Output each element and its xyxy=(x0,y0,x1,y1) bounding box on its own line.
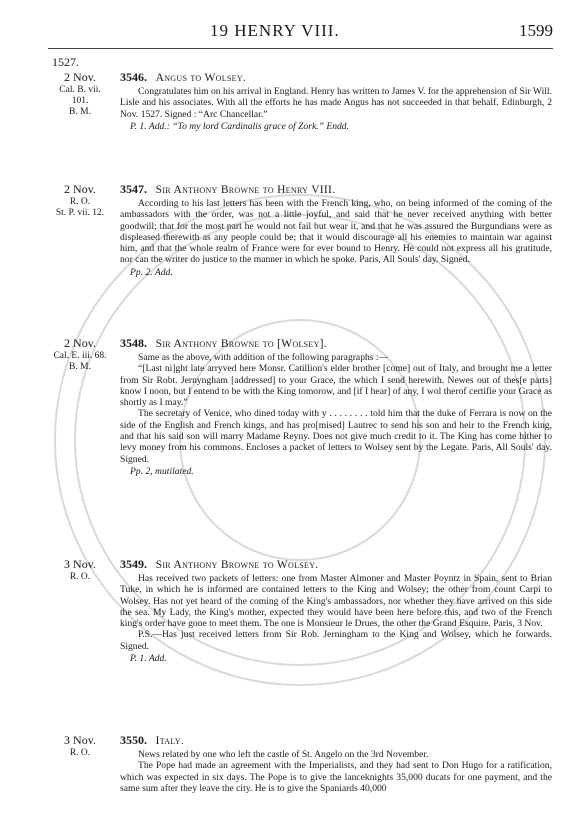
entry-ref: R. O. xyxy=(69,572,91,582)
entry-ref: 101. xyxy=(71,96,89,106)
entry-margin xyxy=(48,182,112,219)
entry-date: 3 Nov. xyxy=(64,557,96,571)
entry-margin xyxy=(48,70,112,118)
entry-body xyxy=(120,336,552,477)
entry-number: 3549. xyxy=(120,557,147,571)
entry-heading xyxy=(120,336,552,351)
entry-title: Italy. xyxy=(155,735,185,747)
entry-margin xyxy=(48,336,112,373)
entry-paragraph: The Pope had made an agreement with the Imperialists, and they had sent to Don Hugo for a ratification, which was expected in six days. The Pope is to give the lanceknights 35,000 ducats for one payment, and the same sum after they leave the city. He is to give the Spaniards 40,000 xyxy=(120,760,552,794)
entry-heading xyxy=(120,182,552,197)
page-number: 1599 xyxy=(519,21,553,40)
entry-title: Sir Anthony Browne to Henry VIII. xyxy=(155,184,336,196)
entry-paragraph: Has received two packets of letters: one from Master Almoner and Master Poyntz in Spain, sent to Brian Tuke, in which he is informed are contained letters to the King and Wolsey; the other from count Carpi to Wolsey. Has not yet heard of the coming of the King's ambassadors, nor whether they have arrived on this side the sea. My Lady, the King's mother, expected they would have been here before this, and two of the French king's order have gone to meet them. The one is Monsieur le Drues, the other the Grand Esquire. Paris, 3 Nov. xyxy=(120,573,552,630)
entry-meta: Pp. 2, mutilated. xyxy=(130,465,194,477)
entry-number: 3548. xyxy=(120,336,147,350)
entry-heading xyxy=(120,557,552,572)
entry-body xyxy=(120,70,552,132)
running-title: 19 HENRY VIII. xyxy=(210,21,340,40)
entry-ref: B. M. xyxy=(69,107,91,117)
entry-paragraph: P.S.—Has just received letters from Sir Rob. Jerningham to the King and Wolsey, which he forwards. Signed. xyxy=(120,629,552,652)
year-label: 1527. xyxy=(52,55,79,69)
entry-margin xyxy=(48,733,112,759)
entry-meta: P. 1. Add. xyxy=(130,653,167,665)
entry-number: 3546. xyxy=(120,70,147,84)
entry-body xyxy=(120,182,552,278)
entry-number: 3550. xyxy=(120,733,147,747)
entry-ref: St. P. vii. 12. xyxy=(55,208,105,218)
entry-date: 2 Nov. xyxy=(64,70,96,84)
entry-title: Sir Anthony Browne to Wolsey. xyxy=(155,559,319,571)
entry-paragraph: “[Last ni]ght late arryved here Monsr. Catillion's elder brother [come] out of Italy, and brought me a letter from Sir Robt. Jernyngham [addressed] to your Grace, the which I send herewith. Newes out of thes[e parts] know I noon, but I entend to be with the King tomorow, and [if I hear] of any, I wol therof certifie your Grace as shortly as I may.” xyxy=(120,363,552,409)
entry-paragraph: Congratulates him on his arrival in England. Henry has written to James V. for the apprehension of Sir Will. Lisle and his associates. With all the efforts he has made Angus has not succeeded in that behalf. Edinburgh, 2 Nov. 1527. Signed : “Arc Chancellar.” xyxy=(120,86,552,120)
entry-paragraph: The secretary of Venice, who dined today with y . . . . . . . . told him that the duke of Ferrara is now on the side of the English and French kings, and has pro[mised] Lautrec to send his son and heir to the French king, and that his said son will marry Madame Reyny. Does not give much credit to it. The King has come hither to levy money from his commons. Encloses a packet of letters to Wolsey sent by the Legate. Paris, All Souls' day. Signed. xyxy=(120,408,552,465)
entry-date: 2 Nov. xyxy=(64,182,96,196)
entry-ref: R. O. xyxy=(69,748,91,758)
entry-meta: P. 1. Add.: “To my lord Cardinalis grace of Zork.” Endd. xyxy=(130,120,349,132)
entry-body xyxy=(120,733,552,794)
entry-heading xyxy=(120,733,552,748)
entry-paragraph: News related by one who left the castle of St. Angelo on the 3rd November. xyxy=(138,749,429,760)
entry-ref: Cal. E. iii. 68. xyxy=(53,351,107,361)
entry-body xyxy=(120,557,552,664)
entry-ref: R. O. xyxy=(69,197,91,207)
entry-margin xyxy=(48,557,112,583)
entry-paragraph: According to his last letters has been with the French king, who, on being informed of the coming of the ambassadors with the order, was not a little joyful, and said that he never received anything with better goodwill; that for the most part he would not fail but wear it, and that he was assured the Burgundians were as displeased therewith as any people could be; that it would discourage all his enemies to maintain war against him, and that the whole realm of France were for ever bound to Henry. He could not express all his gratitude, nor can the writer do justice to the manner in which he spoke. Paris, All Souls' day. Signed. xyxy=(120,198,552,266)
entry-paragraph: Same as the above, with addition of the following paragraphs :— xyxy=(138,352,389,363)
header-rule xyxy=(48,48,553,49)
entry-heading xyxy=(120,70,552,85)
entry-title: Angus to Wolsey. xyxy=(155,72,247,84)
running-header xyxy=(0,18,567,44)
entry-date: 3 Nov. xyxy=(64,733,96,747)
entry-title: Sir Anthony Browne to [Wolsey]. xyxy=(155,338,327,350)
entry-ref: B. M. xyxy=(69,362,91,372)
entry-date: 2 Nov. xyxy=(64,336,96,350)
entry-number: 3547. xyxy=(120,182,147,196)
entry-meta: Pp. 2. Add. xyxy=(130,266,173,278)
entry-ref: Cal. B. vii. xyxy=(59,85,101,95)
